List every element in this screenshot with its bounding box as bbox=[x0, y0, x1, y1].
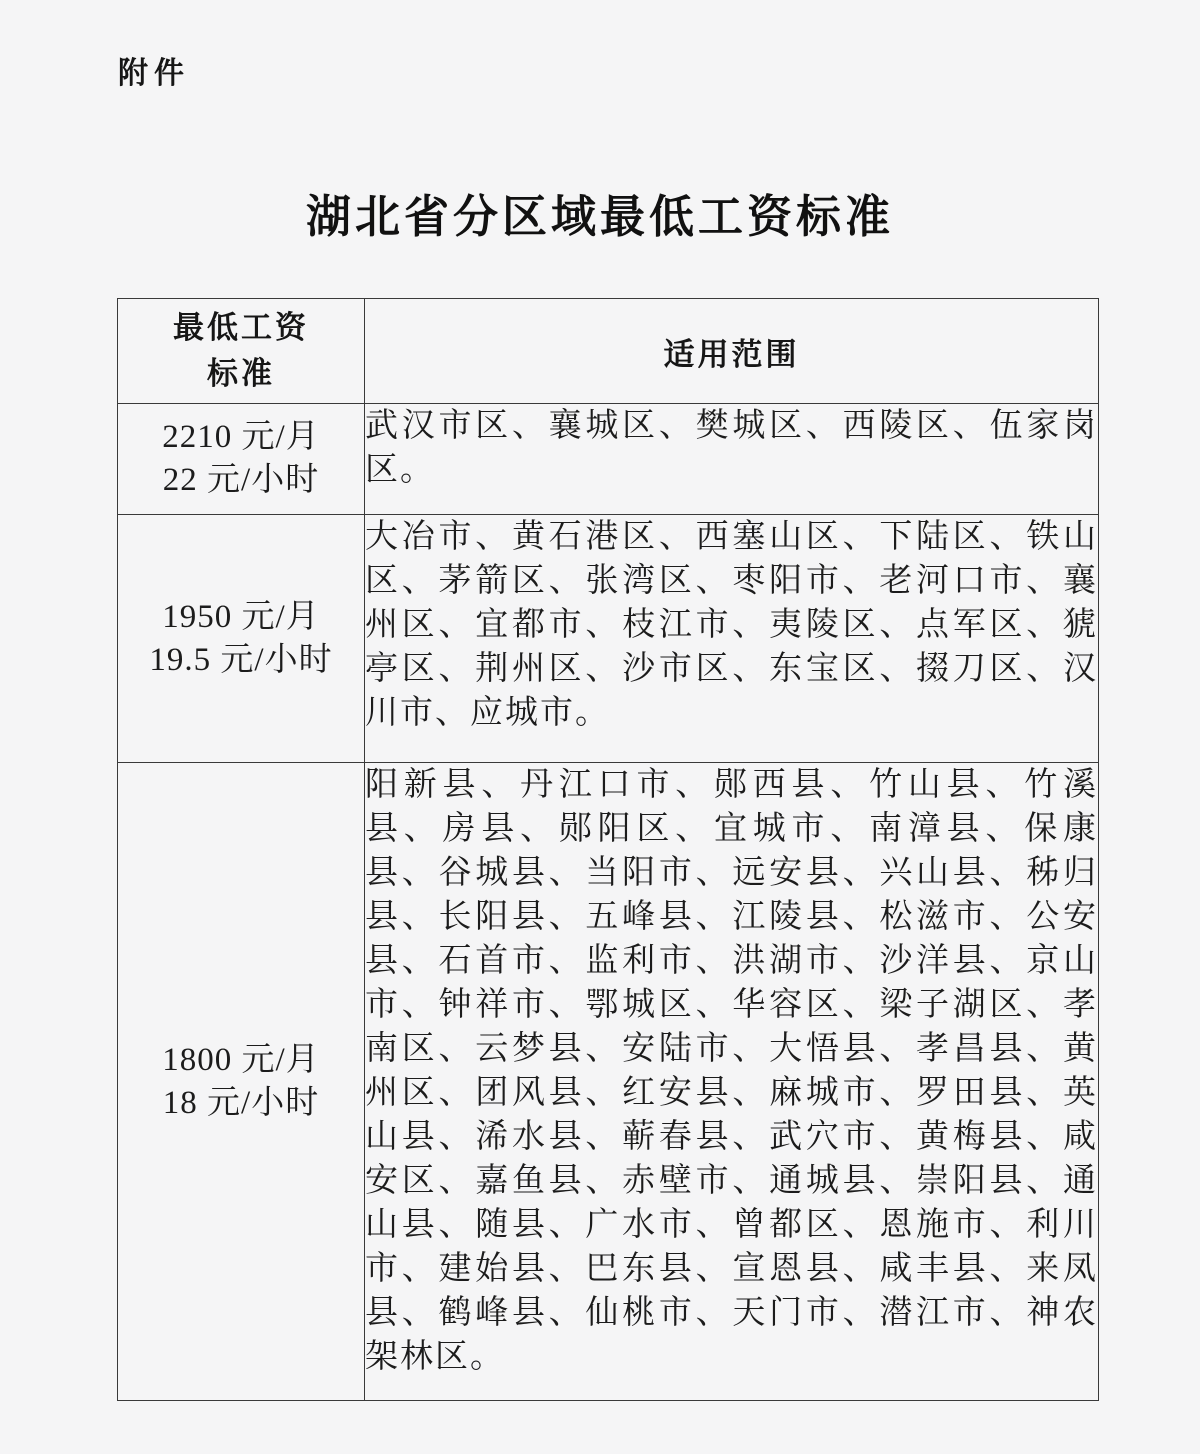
wage-hourly: 18 元/小时 bbox=[162, 1084, 320, 1121]
header-standard-label: 最低工资标准 bbox=[173, 310, 309, 391]
wage-standard-cell bbox=[118, 515, 365, 763]
wage-monthly: 1800 元/月 bbox=[162, 1041, 320, 1078]
scope-cell: 阳新县、丹江口市、郧西县、竹山县、竹溪县、房县、郧阳区、宜城市、南漳县、保康县、谷城县、当阳市、远安县、兴山县、秭归县、长阳县、五峰县、江陵县、松滋市、公安县、石首市、监利市、洪湖市、沙洋县、京山市、钟祥市、鄂城区、华容区、梁子湖区、孝南区、云梦县、安陆市、大悟县、孝昌县、黄州区、团风县、红安县、麻城市、罗田县、英山县、浠水县、蕲春县、武穴市、黄梅县、咸安区、嘉鱼县、赤壁市、通城县、崇阳县、通山县、随县、广水市、曾都区、恩施市、利川市、建始县、巴东县、宣恩县、咸丰县、来凤县、鹤峰县、仙桃市、天门市、潜江市、神农架林区。 bbox=[365, 763, 1099, 1401]
table-row bbox=[118, 515, 1099, 763]
table-row bbox=[118, 404, 1099, 515]
wage-hourly: 19.5 元/小时 bbox=[149, 641, 333, 678]
scope-cell: 武汉市区、襄城区、樊城区、西陵区、伍家岗区。 bbox=[365, 404, 1099, 515]
table-header-row bbox=[118, 299, 1099, 404]
table-row bbox=[118, 763, 1099, 1401]
page-title: 湖北省分区域最低工资标准 bbox=[305, 192, 894, 242]
wage-monthly: 1950 元/月 bbox=[162, 598, 320, 635]
wage-table bbox=[117, 298, 1099, 1401]
header-cell-scope bbox=[365, 299, 1099, 404]
wage-hourly: 22 元/小时 bbox=[162, 462, 320, 498]
wage-standard-cell bbox=[118, 404, 365, 515]
scope-cell: 大冶市、黄石港区、西塞山区、下陆区、铁山区、茅箭区、张湾区、枣阳市、老河口市、襄州区、宜都市、枝江市、夷陵区、点军区、猇亭区、荆州区、沙市区、东宝区、掇刀区、汉川市、应城市。 bbox=[365, 515, 1099, 763]
wage-monthly: 2210 元/月 bbox=[162, 419, 320, 455]
header-scope-label: 适用范围 bbox=[663, 336, 800, 372]
header-cell-standard bbox=[118, 299, 365, 404]
wage-standard-cell bbox=[118, 763, 365, 1401]
attachment-label: 附件 bbox=[118, 57, 190, 90]
